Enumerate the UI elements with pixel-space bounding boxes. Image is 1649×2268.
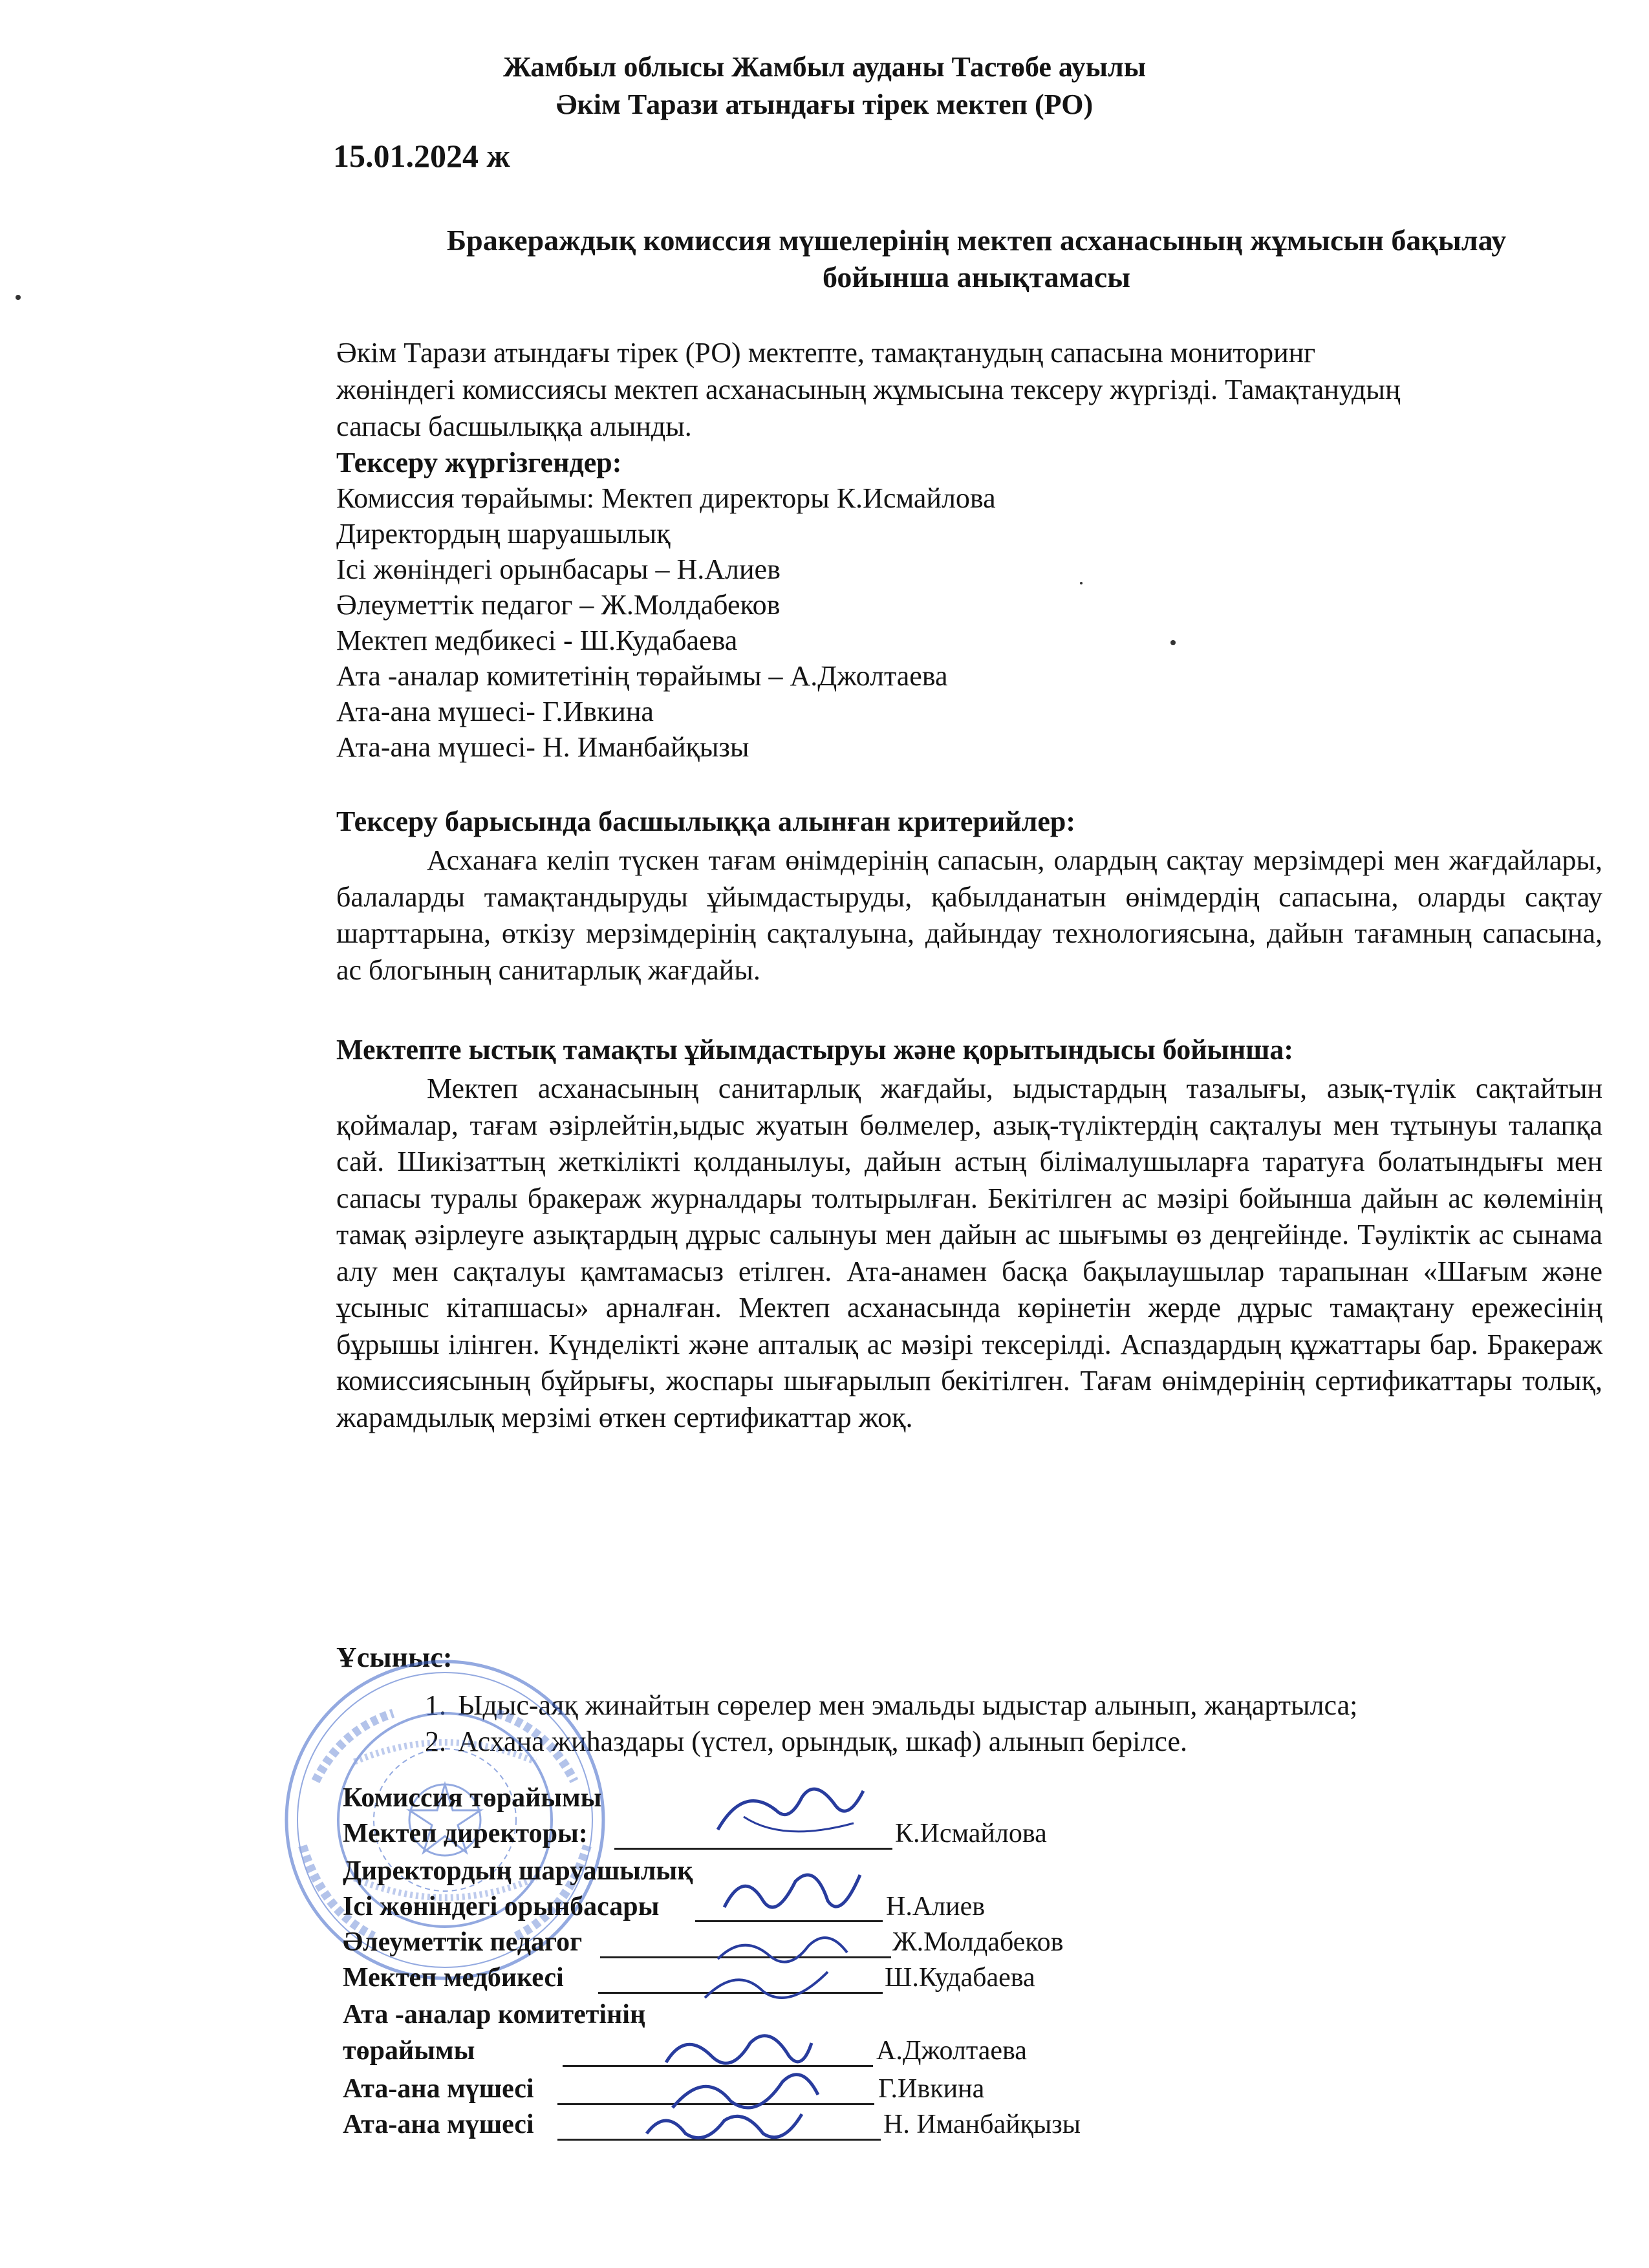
document-date: 15.01.2024 ж <box>333 138 510 174</box>
intro-line-1: Әкім Тарази атындағы тірек (РО) мектепте, тамақтанудың сапасына мониторинг <box>336 337 1316 369</box>
scan-speck <box>16 295 21 300</box>
list-text: Асхана жиһаздары (үстел, орындық, шкаф) алынып берілсе. <box>458 1726 1188 1757</box>
inspectors-heading: Тексеру жүргізгендер: <box>336 447 622 478</box>
sig-director-label: Мектеп директоры: <box>343 1819 588 1848</box>
sig-parent-label-1: Ата-ана мүшесі <box>343 2074 534 2104</box>
inspector-item: Ата -аналар комитетінің төрайымы – А.Джолтаева <box>336 660 948 692</box>
sig-social-label: Әлеуметтік педагог <box>343 1927 583 1957</box>
handwritten-signature-parent-2 <box>640 2095 808 2159</box>
inspector-item: Ата-ана мүшесі- Г.Ивкина <box>336 696 654 727</box>
inspector-item: Мектеп медбикесі - Ш.Кудабаева <box>336 625 738 656</box>
school-region-line: Жамбыл облысы Жамбыл ауданы Тастөбе ауылы <box>502 51 1147 83</box>
handwritten-signature-director <box>705 1771 873 1856</box>
results-heading: Мектепте ыстық тамақты ұйымдастыруы және қорытындысы бойынша: <box>336 1034 1294 1065</box>
list-number: 1. <box>425 1689 446 1721</box>
signer-name-committee: А.Джолтаева <box>876 2036 1027 2066</box>
signer-name-parent-1: Г.Ивкина <box>878 2074 985 2104</box>
signer-name-social: Ж.Молдабеков <box>892 1927 1064 1957</box>
sig-chair-title: Комиссия төрайымы <box>343 1783 602 1813</box>
school-name-line: Әкім Тарази атындағы тірек мектеп (РО) <box>555 89 1094 120</box>
sig-deputy-label-1: Директордың шаруашылық <box>343 1856 693 1886</box>
handwritten-signature-nurse <box>698 1952 841 2017</box>
sig-parent-label-2: Ата-ана мүшесі <box>343 2110 534 2139</box>
sig-committee-label-2: төрайымы <box>343 2036 475 2066</box>
signer-name-deputy: Н.Алиев <box>886 1892 986 1921</box>
recommendation-heading: Ұсыныс: <box>336 1642 453 1673</box>
criteria-paragraph: Асханаға келіп түскен тағам өнімдерінің сапасын, олардың сақтау мерзімдері мен жағдайлары, балаларды тамақтандыруды ұйымдастыруды, қабылданатын өнімдердің сапасына, оларды сақтау шарттарына, өткізу мерзімдерінің сақталуына, дайындау технологиясына, дайын тағамның сапасына, ас блогының санитарлық жағдайы. <box>336 844 1602 986</box>
signer-name-parent-2: Н. Иманбайқызы <box>883 2110 1081 2139</box>
intro-line-3: сапасы басшылыққа алынды. <box>336 411 692 442</box>
sig-committee-label-1: Ата -аналар комитетінің <box>343 2000 646 2029</box>
document-title-line-1: Бракераждық комиссия мүшелерінің мектеп асханасының жұмысын бақылау <box>446 224 1507 257</box>
scan-speck <box>1170 640 1176 645</box>
inspector-item: Комиссия төрайымы: Мектеп директоры К.Исмайлова <box>336 482 996 514</box>
criteria-heading: Тексеру барысында басшылыққа алынған критерийлер: <box>336 806 1075 837</box>
inspector-item: Директордың шаруашылық <box>336 518 671 550</box>
list-number: 2. <box>425 1726 446 1757</box>
inspector-item: Ісі жөніндегі орынбасары – Н.Алиев <box>336 553 781 585</box>
signer-name-director: К.Исмайлова <box>895 1819 1047 1848</box>
document-title-line-2: бойынша анықтамасы <box>822 261 1131 294</box>
inspector-item: Әлеуметтік педагог – Ж.Молдабеков <box>336 589 781 621</box>
scan-speck <box>1080 582 1083 584</box>
signer-name-nurse: Ш.Кудабаева <box>885 1963 1035 1993</box>
sig-nurse-label: Мектеп медбикесі <box>343 1963 564 1993</box>
results-paragraph: Мектеп асханасының санитарлық жағдайы, ыдыстардың тазалығы, азық-түлік сақтайтын қоймалар, тағам әзірлейтін,ыдыс жуатын бөлмелер, азық-түліктердің сақталуы мен тұтынуы талапқа сай. Шикізаттың жеткілікті қолданылуы, дайын астың білімалушыларға таратуға болатындығы мен сапасы туралы бракераж журналдары толтырылған. Бекітілген ас мәзірі бойынша дайын ас көлемінің тамақ әзірлеуге азықтардың дұрыс салынуы мен дайын ас шығымы өз деңгейінде. Тәуліктік ас сынама алу мен сақталуы қамтамасыз етілген. Ата-анамен басқа бақылаушылар тарапынан «Шағым және ұсыныс кітапшасы» арналған. Мектеп асханасында көрінетін жерде дұрыс тамақтану ережесінің бұрышы ілінген. Күнделікті және апталық ас мәзірі тексерілді. Аспаздардың құжаттары бар. Бракераж комиссиясының бұйрығы, жоспары шығарылып бекітілген. Тағам өнімдерінің сертификаттары толық, жарамдылық мерзімі өткен сертификаттар жоқ. <box>336 1073 1602 1433</box>
inspector-item: Ата-ана мүшесі- Н. Иманбайқызы <box>336 731 749 763</box>
intro-line-2: жөніндегі комиссиясы мектеп асханасының жұмысына тексеру жүргізді. Тамақтанудың <box>336 374 1401 405</box>
list-text: Ыдыс-аяқ жинайтын сөрелер мен эмальды ыдыстар алынып, жаңартылса; <box>458 1689 1358 1721</box>
sig-deputy-label-2: Ісі жөніндегі орынбасары <box>343 1892 660 1921</box>
